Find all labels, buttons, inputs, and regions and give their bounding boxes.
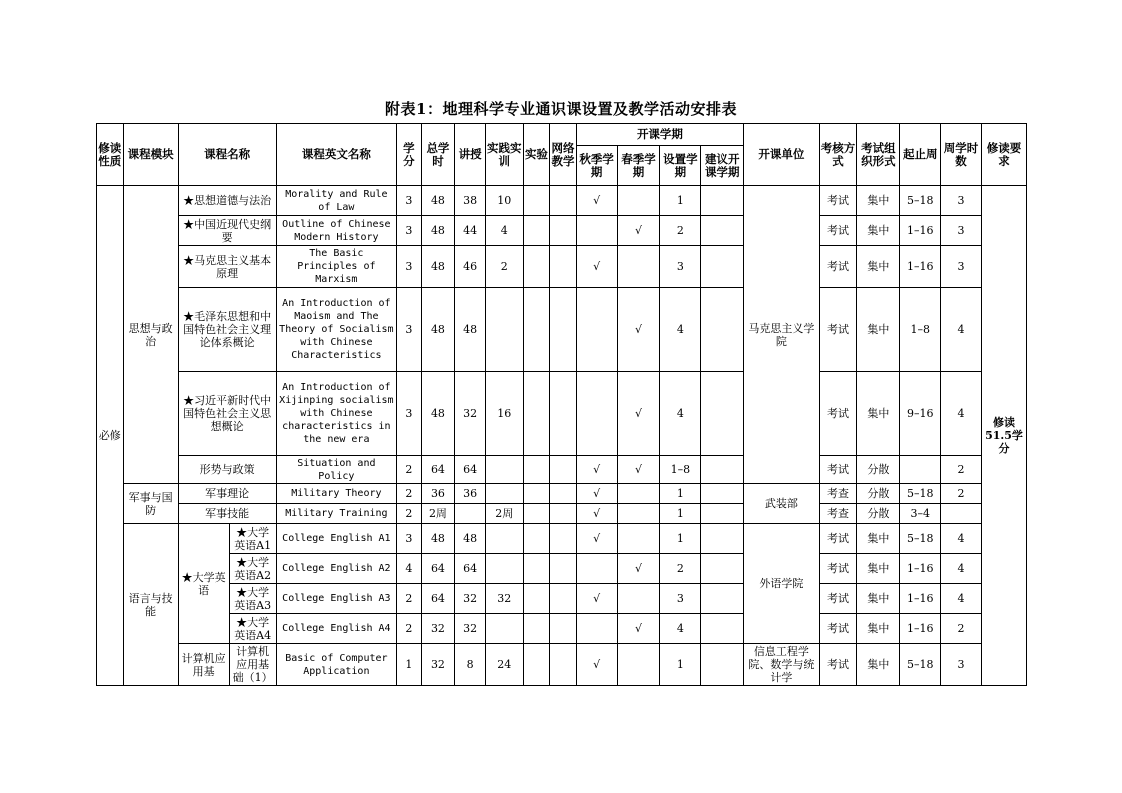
autumn-cell bbox=[576, 372, 617, 456]
lecture-cell: 48 bbox=[455, 524, 486, 554]
suggest-term-cell bbox=[701, 584, 744, 614]
credit-cell: 3 bbox=[397, 288, 422, 372]
credit-cell: 2 bbox=[397, 504, 422, 524]
practice-cell bbox=[485, 614, 523, 644]
header-autumn: 秋季学期 bbox=[576, 146, 617, 186]
exam-method-cell: 考试 bbox=[819, 554, 857, 584]
header-weekly-hours: 周学时数 bbox=[941, 124, 982, 186]
header-module: 课程模块 bbox=[123, 124, 178, 186]
course-english-name: Morality and Rule of Law bbox=[276, 186, 396, 216]
exam-method-cell: 考试 bbox=[819, 456, 857, 484]
course-name: ★毛泽东思想和中国特色社会主义理论体系概论 bbox=[178, 288, 276, 372]
exam-method-cell: 考试 bbox=[819, 246, 857, 288]
course-table bbox=[96, 123, 1027, 686]
course-english-name: An Introduction of Maoism and The Theory of Socialism with Chinese Characteristics bbox=[276, 288, 396, 372]
table-row bbox=[97, 504, 1027, 524]
exam-org-cell: 分散 bbox=[857, 504, 900, 524]
course-english-name: College English A3 bbox=[276, 584, 396, 614]
suggest-term-cell bbox=[701, 216, 744, 246]
practice-cell: 24 bbox=[485, 644, 523, 686]
lecture-cell: 8 bbox=[455, 644, 486, 686]
credit-cell: 3 bbox=[397, 216, 422, 246]
online-cell bbox=[550, 216, 577, 246]
unit-foreign: 外语学院 bbox=[744, 524, 820, 644]
exam-method-cell: 考试 bbox=[819, 186, 857, 216]
header-spring: 春季学期 bbox=[617, 146, 660, 186]
lecture-cell: 64 bbox=[455, 456, 486, 484]
header-exam-method: 考核方式 bbox=[819, 124, 857, 186]
course-english-name: Basic of Computer Application bbox=[276, 644, 396, 686]
weekly-hours-cell: 3 bbox=[941, 246, 982, 288]
header-practice: 实践实训 bbox=[485, 124, 523, 186]
online-cell bbox=[550, 456, 577, 484]
lecture-cell: 48 bbox=[455, 288, 486, 372]
credit-cell: 3 bbox=[397, 186, 422, 216]
course-english-name: An Introduction of Xijinping socialism with Chinese characteristics in the new era bbox=[276, 372, 396, 456]
practice-cell bbox=[485, 554, 523, 584]
weekly-hours-cell: 2 bbox=[941, 484, 982, 504]
spring-cell: √ bbox=[617, 216, 660, 246]
header-english-name: 课程英文名称 bbox=[276, 124, 396, 186]
total-hours-cell: 2周 bbox=[421, 504, 455, 524]
exam-org-cell: 分散 bbox=[857, 456, 900, 484]
header-online: 网络教学 bbox=[550, 124, 577, 186]
course-name: ★大学英语A4 bbox=[229, 614, 276, 644]
exam-method-cell: 考试 bbox=[819, 372, 857, 456]
weekly-hours-cell bbox=[941, 504, 982, 524]
online-cell bbox=[550, 246, 577, 288]
spring-cell bbox=[617, 644, 660, 686]
total-hours-cell: 32 bbox=[421, 644, 455, 686]
exam-method-cell: 考试 bbox=[819, 584, 857, 614]
online-cell bbox=[550, 504, 577, 524]
weekly-hours-cell: 2 bbox=[941, 456, 982, 484]
table-row bbox=[97, 484, 1027, 504]
page-title: 附表1：地理科学专业通识课设置及教学活动安排表 bbox=[385, 100, 737, 118]
autumn-cell bbox=[576, 614, 617, 644]
table-row bbox=[97, 246, 1027, 288]
exam-method-cell: 考查 bbox=[819, 504, 857, 524]
course-english-name: Military Theory bbox=[276, 484, 396, 504]
spring-cell bbox=[617, 504, 660, 524]
course-english-name: Outline of Chinese Modern History bbox=[276, 216, 396, 246]
set-term-cell: 1 bbox=[660, 484, 701, 504]
exam-method-cell: 考试 bbox=[819, 524, 857, 554]
experiment-cell bbox=[523, 246, 550, 288]
course-name: 军事理论 bbox=[178, 484, 276, 504]
weekly-hours-cell: 3 bbox=[941, 216, 982, 246]
course-name: ★习近平新时代中国特色社会主义思想概论 bbox=[178, 372, 276, 456]
experiment-cell bbox=[523, 288, 550, 372]
suggest-term-cell bbox=[701, 456, 744, 484]
course-name: 计算机应用基础（1） bbox=[229, 644, 276, 686]
header-nature: 修读性质 bbox=[97, 124, 124, 186]
exam-org-cell: 分散 bbox=[857, 484, 900, 504]
weekly-hours-cell: 4 bbox=[941, 554, 982, 584]
practice-cell: 10 bbox=[485, 186, 523, 216]
online-cell bbox=[550, 372, 577, 456]
header-unit: 开课单位 bbox=[744, 124, 820, 186]
suggest-term-cell bbox=[701, 644, 744, 686]
suggest-term-cell bbox=[701, 504, 744, 524]
experiment-cell bbox=[523, 524, 550, 554]
weekly-hours-cell: 4 bbox=[941, 372, 982, 456]
weekly-hours-cell: 2 bbox=[941, 614, 982, 644]
spring-cell bbox=[617, 484, 660, 504]
weekly-hours-cell: 4 bbox=[941, 584, 982, 614]
set-term-cell: 1 bbox=[660, 644, 701, 686]
table-row bbox=[97, 288, 1027, 372]
spring-cell bbox=[617, 524, 660, 554]
total-hours-cell: 64 bbox=[421, 584, 455, 614]
lecture-cell: 36 bbox=[455, 484, 486, 504]
header-weeks: 起止周 bbox=[900, 124, 941, 186]
credit-cell: 2 bbox=[397, 614, 422, 644]
header-total-hours: 总学时 bbox=[421, 124, 455, 186]
practice-cell bbox=[485, 524, 523, 554]
set-term-cell: 4 bbox=[660, 614, 701, 644]
autumn-cell: √ bbox=[576, 484, 617, 504]
weeks-cell bbox=[900, 456, 941, 484]
weekly-hours-cell: 4 bbox=[941, 288, 982, 372]
credit-cell: 2 bbox=[397, 584, 422, 614]
credit-cell: 2 bbox=[397, 484, 422, 504]
table-row bbox=[97, 644, 1027, 686]
header-row bbox=[97, 124, 1027, 146]
experiment-cell bbox=[523, 186, 550, 216]
course-english-name: College English A2 bbox=[276, 554, 396, 584]
set-term-cell: 1 bbox=[660, 186, 701, 216]
experiment-cell bbox=[523, 614, 550, 644]
online-cell bbox=[550, 614, 577, 644]
practice-cell bbox=[485, 288, 523, 372]
exam-org-cell: 集中 bbox=[857, 246, 900, 288]
suggest-term-cell bbox=[701, 186, 744, 216]
exam-method-cell: 考试 bbox=[819, 288, 857, 372]
autumn-cell bbox=[576, 554, 617, 584]
autumn-cell: √ bbox=[576, 456, 617, 484]
course-name: ★中国近现代史纲要 bbox=[178, 216, 276, 246]
practice-cell: 16 bbox=[485, 372, 523, 456]
unit-armed: 武装部 bbox=[744, 484, 820, 524]
autumn-cell bbox=[576, 288, 617, 372]
weekly-hours-cell: 3 bbox=[941, 186, 982, 216]
header-credit: 学分 bbox=[397, 124, 422, 186]
credit-cell: 2 bbox=[397, 456, 422, 484]
suggest-term-cell bbox=[701, 372, 744, 456]
lecture-cell: 32 bbox=[455, 614, 486, 644]
course-name: ★大学英语A1 bbox=[229, 524, 276, 554]
table-row bbox=[97, 186, 1027, 216]
autumn-cell: √ bbox=[576, 584, 617, 614]
set-term-cell: 1–8 bbox=[660, 456, 701, 484]
course-name: ★马克思主义基本原理 bbox=[178, 246, 276, 288]
experiment-cell bbox=[523, 456, 550, 484]
course-english-name: College English A4 bbox=[276, 614, 396, 644]
weeks-cell: 5–18 bbox=[900, 644, 941, 686]
spring-cell: √ bbox=[617, 372, 660, 456]
course-name: 军事技能 bbox=[178, 504, 276, 524]
credit-cell: 4 bbox=[397, 554, 422, 584]
lecture-cell: 32 bbox=[455, 372, 486, 456]
lecture-cell: 44 bbox=[455, 216, 486, 246]
practice-cell bbox=[485, 456, 523, 484]
online-cell bbox=[550, 186, 577, 216]
exam-org-cell: 集中 bbox=[857, 614, 900, 644]
spring-cell bbox=[617, 186, 660, 216]
course-name: ★大学英语A3 bbox=[229, 584, 276, 614]
table-row bbox=[97, 554, 1027, 584]
set-term-cell: 1 bbox=[660, 504, 701, 524]
experiment-cell bbox=[523, 554, 550, 584]
suggest-term-cell bbox=[701, 288, 744, 372]
unit-marxism: 马克思主义学院 bbox=[744, 186, 820, 484]
spring-cell: √ bbox=[617, 288, 660, 372]
set-term-cell: 3 bbox=[660, 584, 701, 614]
weeks-cell: 9–16 bbox=[900, 372, 941, 456]
total-hours-cell: 36 bbox=[421, 484, 455, 504]
exam-org-cell: 集中 bbox=[857, 584, 900, 614]
set-term-cell: 2 bbox=[660, 554, 701, 584]
spring-cell bbox=[617, 584, 660, 614]
suggest-term-cell bbox=[701, 524, 744, 554]
autumn-cell: √ bbox=[576, 524, 617, 554]
suggest-term-cell bbox=[701, 246, 744, 288]
course-english-name: College English A1 bbox=[276, 524, 396, 554]
online-cell bbox=[550, 584, 577, 614]
total-hours-cell: 64 bbox=[421, 456, 455, 484]
autumn-cell: √ bbox=[576, 246, 617, 288]
table-row bbox=[97, 524, 1027, 554]
total-hours-cell: 48 bbox=[421, 186, 455, 216]
exam-org-cell: 集中 bbox=[857, 554, 900, 584]
exam-method-cell: 考试 bbox=[819, 644, 857, 686]
suggest-term-cell bbox=[701, 614, 744, 644]
weeks-cell: 3–4 bbox=[900, 504, 941, 524]
table-row bbox=[97, 372, 1027, 456]
table-row bbox=[97, 584, 1027, 614]
suggest-term-cell bbox=[701, 554, 744, 584]
header-exam-org: 考试组织形式 bbox=[857, 124, 900, 186]
autumn-cell: √ bbox=[576, 644, 617, 686]
suggest-term-cell bbox=[701, 484, 744, 504]
credit-cell: 3 bbox=[397, 372, 422, 456]
weeks-cell: 5–18 bbox=[900, 186, 941, 216]
practice-cell: 2 bbox=[485, 246, 523, 288]
course-english-name: Situation and Policy bbox=[276, 456, 396, 484]
weeks-cell: 1–8 bbox=[900, 288, 941, 372]
header-lecture: 讲授 bbox=[455, 124, 486, 186]
table-row bbox=[97, 456, 1027, 484]
table-row bbox=[97, 614, 1027, 644]
weeks-cell: 1–16 bbox=[900, 554, 941, 584]
spring-cell: √ bbox=[617, 554, 660, 584]
module-politics: 思想与政治 bbox=[123, 186, 178, 484]
course-name: 形势与政策 bbox=[178, 456, 276, 484]
table-row bbox=[97, 216, 1027, 246]
header-course-name: 课程名称 bbox=[178, 124, 276, 186]
autumn-cell: √ bbox=[576, 504, 617, 524]
header-experiment: 实验 bbox=[523, 124, 550, 186]
total-hours-cell: 48 bbox=[421, 246, 455, 288]
experiment-cell bbox=[523, 584, 550, 614]
module-language: 语言与技能 bbox=[123, 524, 178, 686]
weeks-cell: 5–18 bbox=[900, 484, 941, 504]
lecture-cell bbox=[455, 504, 486, 524]
total-hours-cell: 48 bbox=[421, 288, 455, 372]
weeks-cell: 1–16 bbox=[900, 246, 941, 288]
practice-cell: 2周 bbox=[485, 504, 523, 524]
exam-org-cell: 集中 bbox=[857, 372, 900, 456]
total-hours-cell: 32 bbox=[421, 614, 455, 644]
set-term-cell: 4 bbox=[660, 372, 701, 456]
exam-org-cell: 集中 bbox=[857, 524, 900, 554]
weeks-cell: 1–16 bbox=[900, 216, 941, 246]
exam-org-cell: 集中 bbox=[857, 216, 900, 246]
header-term-group: 开课学期 bbox=[576, 124, 743, 146]
exam-method-cell: 考查 bbox=[819, 484, 857, 504]
total-hours-cell: 48 bbox=[421, 372, 455, 456]
weekly-hours-cell: 3 bbox=[941, 644, 982, 686]
weeks-cell: 1–16 bbox=[900, 614, 941, 644]
credit-cell: 3 bbox=[397, 524, 422, 554]
online-cell bbox=[550, 484, 577, 504]
weeks-cell: 5–18 bbox=[900, 524, 941, 554]
spring-cell: √ bbox=[617, 614, 660, 644]
lecture-cell: 64 bbox=[455, 554, 486, 584]
course-english-name: The Basic Principles of Marxism bbox=[276, 246, 396, 288]
header-requirement: 修读要求 bbox=[981, 124, 1026, 186]
course-name: ★思想道德与法治 bbox=[178, 186, 276, 216]
nature-cell: 必修 bbox=[97, 186, 124, 686]
online-cell bbox=[550, 644, 577, 686]
set-term-cell: 4 bbox=[660, 288, 701, 372]
online-cell bbox=[550, 288, 577, 372]
exam-method-cell: 考试 bbox=[819, 614, 857, 644]
autumn-cell: √ bbox=[576, 186, 617, 216]
module-english-group: ★大学英语 bbox=[178, 524, 229, 644]
online-cell bbox=[550, 554, 577, 584]
header-set-term: 设置学期 bbox=[660, 146, 701, 186]
lecture-cell: 46 bbox=[455, 246, 486, 288]
lecture-cell: 38 bbox=[455, 186, 486, 216]
spring-cell bbox=[617, 246, 660, 288]
exam-method-cell: 考试 bbox=[819, 216, 857, 246]
exam-org-cell: 集中 bbox=[857, 288, 900, 372]
total-hours-cell: 48 bbox=[421, 524, 455, 554]
course-english-name: Military Training bbox=[276, 504, 396, 524]
module-military: 军事与国防 bbox=[123, 484, 178, 524]
weekly-hours-cell: 4 bbox=[941, 524, 982, 554]
exam-org-cell: 集中 bbox=[857, 644, 900, 686]
credit-cell: 3 bbox=[397, 246, 422, 288]
experiment-cell bbox=[523, 372, 550, 456]
requirement-cell: 修读51.5学分 bbox=[981, 186, 1026, 686]
practice-cell: 4 bbox=[485, 216, 523, 246]
weeks-cell: 1–16 bbox=[900, 584, 941, 614]
unit-info: 信息工程学院、数学与统计学 bbox=[744, 644, 820, 686]
total-hours-cell: 64 bbox=[421, 554, 455, 584]
online-cell bbox=[550, 524, 577, 554]
autumn-cell bbox=[576, 216, 617, 246]
lecture-cell: 32 bbox=[455, 584, 486, 614]
set-term-cell: 2 bbox=[660, 216, 701, 246]
credit-cell: 1 bbox=[397, 644, 422, 686]
module-computer-group: 计算机应用基 bbox=[178, 644, 229, 686]
total-hours-cell: 48 bbox=[421, 216, 455, 246]
experiment-cell bbox=[523, 216, 550, 246]
practice-cell: 32 bbox=[485, 584, 523, 614]
experiment-cell bbox=[523, 644, 550, 686]
exam-org-cell: 集中 bbox=[857, 186, 900, 216]
course-name: ★大学英语A2 bbox=[229, 554, 276, 584]
experiment-cell bbox=[523, 484, 550, 504]
header-suggest-term: 建议开课学期 bbox=[701, 146, 744, 186]
set-term-cell: 3 bbox=[660, 246, 701, 288]
set-term-cell: 1 bbox=[660, 524, 701, 554]
spring-cell: √ bbox=[617, 456, 660, 484]
practice-cell bbox=[485, 484, 523, 504]
experiment-cell bbox=[523, 504, 550, 524]
